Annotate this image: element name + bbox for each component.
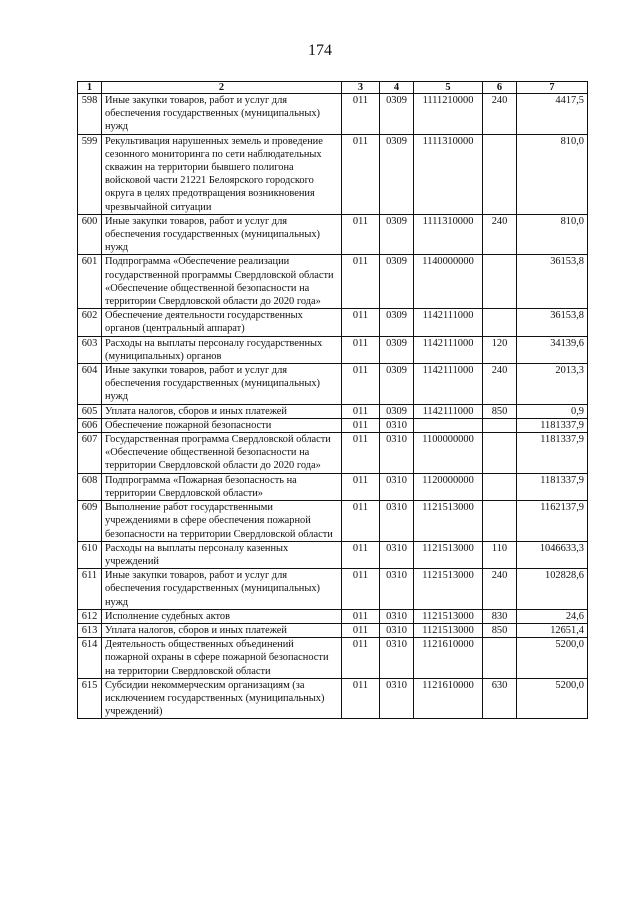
target-article-code: 1111210000 [414,94,483,135]
row-description: Иные закупки товаров, работ и услуг для обеспечения государственных (муниципальных) нужд [102,569,342,610]
row-description: Расходы на выплаты персоналу казенных учреждений [102,541,342,568]
target-article-code: 1121513000 [414,623,483,637]
expense-type-code: 240 [483,94,517,135]
amount-value: 5200,0 [517,678,588,719]
ministry-code: 011 [342,255,380,309]
section-code: 0309 [380,309,414,336]
amount-value: 2013,3 [517,364,588,405]
amount-value: 810,0 [517,214,588,255]
target-article-code: 1142111000 [414,336,483,363]
ministry-code: 011 [342,609,380,623]
amount-value: 4417,5 [517,94,588,135]
ministry-code: 011 [342,433,380,474]
target-article-code: 1121513000 [414,569,483,610]
expense-type-code: 240 [483,214,517,255]
target-article-code: 1121513000 [414,501,483,542]
section-code: 0309 [380,214,414,255]
amount-value: 810,0 [517,134,588,214]
target-article-code: 1121610000 [414,678,483,719]
ministry-code: 011 [342,309,380,336]
table-row [78,541,588,568]
ministry-code: 011 [342,336,380,363]
table-row [78,623,588,637]
section-code: 0309 [380,364,414,405]
target-article-code: 1142111000 [414,364,483,405]
expense-type-code: 240 [483,569,517,610]
table-row [78,501,588,542]
amount-value: 36153,8 [517,309,588,336]
amount-value: 102828,6 [517,569,588,610]
ministry-code: 011 [342,623,380,637]
row-number: 601 [78,255,102,309]
row-number: 613 [78,623,102,637]
row-number: 614 [78,638,102,679]
ministry-code: 011 [342,638,380,679]
expense-type-code: 850 [483,404,517,418]
amount-value: 5200,0 [517,638,588,679]
target-article-code: 1142111000 [414,309,483,336]
amount-value: 1181337,9 [517,433,588,474]
table-row [78,336,588,363]
section-code: 0310 [380,609,414,623]
row-number: 610 [78,541,102,568]
ministry-code: 011 [342,678,380,719]
table-row [78,134,588,214]
page-number: 174 [308,42,332,59]
expense-type-code [483,255,517,309]
amount-value: 34139,6 [517,336,588,363]
column-header: 3 [342,82,380,94]
target-article-code: 1121513000 [414,609,483,623]
amount-value: 24,6 [517,609,588,623]
amount-value: 1181337,9 [517,473,588,500]
section-code: 0310 [380,623,414,637]
section-code: 0309 [380,94,414,135]
target-article-code: 1142111000 [414,404,483,418]
target-article-code: 1121610000 [414,638,483,679]
expense-type-code: 120 [483,336,517,363]
row-description: Обеспечение деятельности государственных органов (центральный аппарат) [102,309,342,336]
row-number: 607 [78,433,102,474]
amount-value: 1046633,3 [517,541,588,568]
column-header: 4 [380,82,414,94]
section-code: 0310 [380,678,414,719]
row-description: Деятельность общественных объединений пожарной охраны в сфере пожарной безопасности на территории Свердловской области [102,638,342,679]
row-number: 605 [78,404,102,418]
expense-type-code: 630 [483,678,517,719]
table-row [78,473,588,500]
column-header: 1 [78,82,102,94]
table-row [78,418,588,432]
ministry-code: 011 [342,364,380,405]
row-number: 600 [78,214,102,255]
ministry-code: 011 [342,134,380,214]
row-number: 606 [78,418,102,432]
section-code: 0310 [380,418,414,432]
expense-type-code: 830 [483,609,517,623]
row-description: Иные закупки товаров, работ и услуг для обеспечения государственных (муниципальных) нужд [102,364,342,405]
row-number: 598 [78,94,102,135]
row-description: Рекультивация нарушенных земель и проведение сезонного мониторинга по сети наблюдательных скважин на территории бывшего полигона войсковой части 21221 Белоярского городского округа в целях предотвращения возникновения чрезвычайной ситуации [102,134,342,214]
row-number: 611 [78,569,102,610]
table-row [78,94,588,135]
section-code: 0310 [380,541,414,568]
amount-value: 0,9 [517,404,588,418]
target-article-code: 1100000000 [414,433,483,474]
target-article-code [414,418,483,432]
target-article-code: 1120000000 [414,473,483,500]
ministry-code: 011 [342,404,380,418]
target-article-code: 1140000000 [414,255,483,309]
row-number: 609 [78,501,102,542]
expense-type-code [483,473,517,500]
target-article-code: 1111310000 [414,134,483,214]
section-code: 0310 [380,433,414,474]
row-description: Выполнение работ государственными учреждениями в сфере обеспечения пожарной безопасности на территории Свердловской области [102,501,342,542]
table-row [78,255,588,309]
table-row [78,569,588,610]
table-row [78,364,588,405]
table-row [78,678,588,719]
table-row [78,433,588,474]
ministry-code: 011 [342,418,380,432]
section-code: 0310 [380,501,414,542]
expense-type-code: 850 [483,623,517,637]
row-number: 608 [78,473,102,500]
amount-value: 36153,8 [517,255,588,309]
row-number: 604 [78,364,102,405]
row-description: Исполнение судебных актов [102,609,342,623]
row-description: Государственная программа Свердловской области «Обеспечение общественной безопасности на территории Свердловской области до 2020 года» [102,433,342,474]
amount-value: 1181337,9 [517,418,588,432]
expense-type-code [483,433,517,474]
target-article-code: 1111310000 [414,214,483,255]
section-code: 0309 [380,336,414,363]
table-row [78,609,588,623]
section-code: 0310 [380,473,414,500]
ministry-code: 011 [342,214,380,255]
table-row [78,638,588,679]
section-code: 0310 [380,638,414,679]
ministry-code: 011 [342,541,380,568]
ministry-code: 011 [342,94,380,135]
ministry-code: 011 [342,501,380,542]
amount-value: 1162137,9 [517,501,588,542]
column-header: 6 [483,82,517,94]
row-description: Обеспечение пожарной безопасности [102,418,342,432]
expense-type-code [483,309,517,336]
row-description: Иные закупки товаров, работ и услуг для обеспечения государственных (муниципальных) нужд [102,94,342,135]
table-row [78,404,588,418]
header-row [78,82,588,94]
row-description: Иные закупки товаров, работ и услуг для обеспечения государственных (муниципальных) нужд [102,214,342,255]
column-header: 2 [102,82,342,94]
amount-value: 12651,4 [517,623,588,637]
budget-table [77,81,588,719]
row-description: Расходы на выплаты персоналу государственных (муниципальных) органов [102,336,342,363]
ministry-code: 011 [342,569,380,610]
expense-type-code [483,638,517,679]
table-row [78,309,588,336]
expense-type-code: 110 [483,541,517,568]
row-description: Уплата налогов, сборов и иных платежей [102,404,342,418]
row-number: 603 [78,336,102,363]
expense-type-code [483,134,517,214]
section-code: 0309 [380,134,414,214]
row-description: Подпрограмма «Пожарная безопасность на территории Свердловской области» [102,473,342,500]
target-article-code: 1121513000 [414,541,483,568]
row-description: Уплата налогов, сборов и иных платежей [102,623,342,637]
section-code: 0309 [380,255,414,309]
expense-type-code [483,418,517,432]
row-number: 615 [78,678,102,719]
section-code: 0310 [380,569,414,610]
section-code: 0309 [380,404,414,418]
row-description: Субсидии некоммерческим организациям (за исключением государственных (муниципальных) учреждений) [102,678,342,719]
row-description: Подпрограмма «Обеспечение реализации государственной программы Свердловской области «Обеспечение общественной безопасности на территории Свердловской области до 2020 года» [102,255,342,309]
column-header: 5 [414,82,483,94]
ministry-code: 011 [342,473,380,500]
expense-type-code [483,501,517,542]
row-number: 612 [78,609,102,623]
column-header: 7 [517,82,588,94]
table-row [78,214,588,255]
row-number: 599 [78,134,102,214]
expense-type-code: 240 [483,364,517,405]
row-number: 602 [78,309,102,336]
